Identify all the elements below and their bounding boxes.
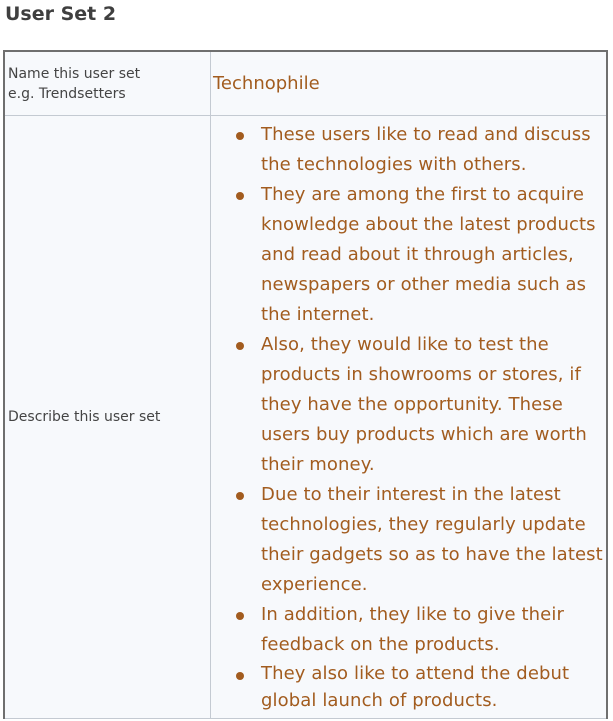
list-item-text: These users like to read and discuss the technologies with others. — [261, 124, 591, 175]
section-heading: User Set 2 — [5, 3, 117, 25]
list-item — [236, 180, 606, 330]
name-example: e.g. Trendsetters — [8, 85, 126, 102]
list-item — [236, 660, 606, 714]
bullet-icon — [236, 612, 244, 620]
bullet-icon — [236, 672, 244, 680]
describe-row — [4, 116, 607, 719]
bullet-icon — [236, 132, 244, 140]
list-item-text: Due to their interest in the latest technologies, they regularly update their gadgets so as to have the latest experience. — [261, 484, 603, 595]
list-item — [236, 330, 606, 480]
name-value-cell — [211, 51, 608, 116]
list-item-text: Also, they would like to test the products in showrooms or stores, if they have the opportunity. These users buy products which are worth their money. — [261, 334, 587, 475]
describe-label: Describe this user set — [8, 409, 161, 425]
list-item — [236, 480, 606, 600]
list-item-text: In addition, they like to give their feedback on the products. — [261, 604, 564, 655]
name-label-cell — [4, 51, 211, 116]
name-label: Name this user set — [8, 65, 141, 82]
list-item-text: They also like to attend the debut global launch of products. — [261, 663, 570, 711]
describe-label-cell — [4, 116, 211, 719]
bullet-icon — [236, 342, 244, 350]
name-row — [4, 51, 607, 116]
list-item-text: They are among the first to acquire knowledge about the latest products and read about it through articles, newspapers or other media such as the internet. — [261, 184, 596, 325]
bullet-icon — [236, 492, 244, 500]
user-set-table — [3, 50, 608, 719]
description-list — [211, 116, 606, 718]
list-item — [236, 120, 606, 180]
bullet-icon — [236, 192, 244, 200]
describe-value-cell — [211, 116, 608, 719]
user-set-name: Technophile — [213, 73, 320, 94]
list-item — [236, 600, 606, 660]
